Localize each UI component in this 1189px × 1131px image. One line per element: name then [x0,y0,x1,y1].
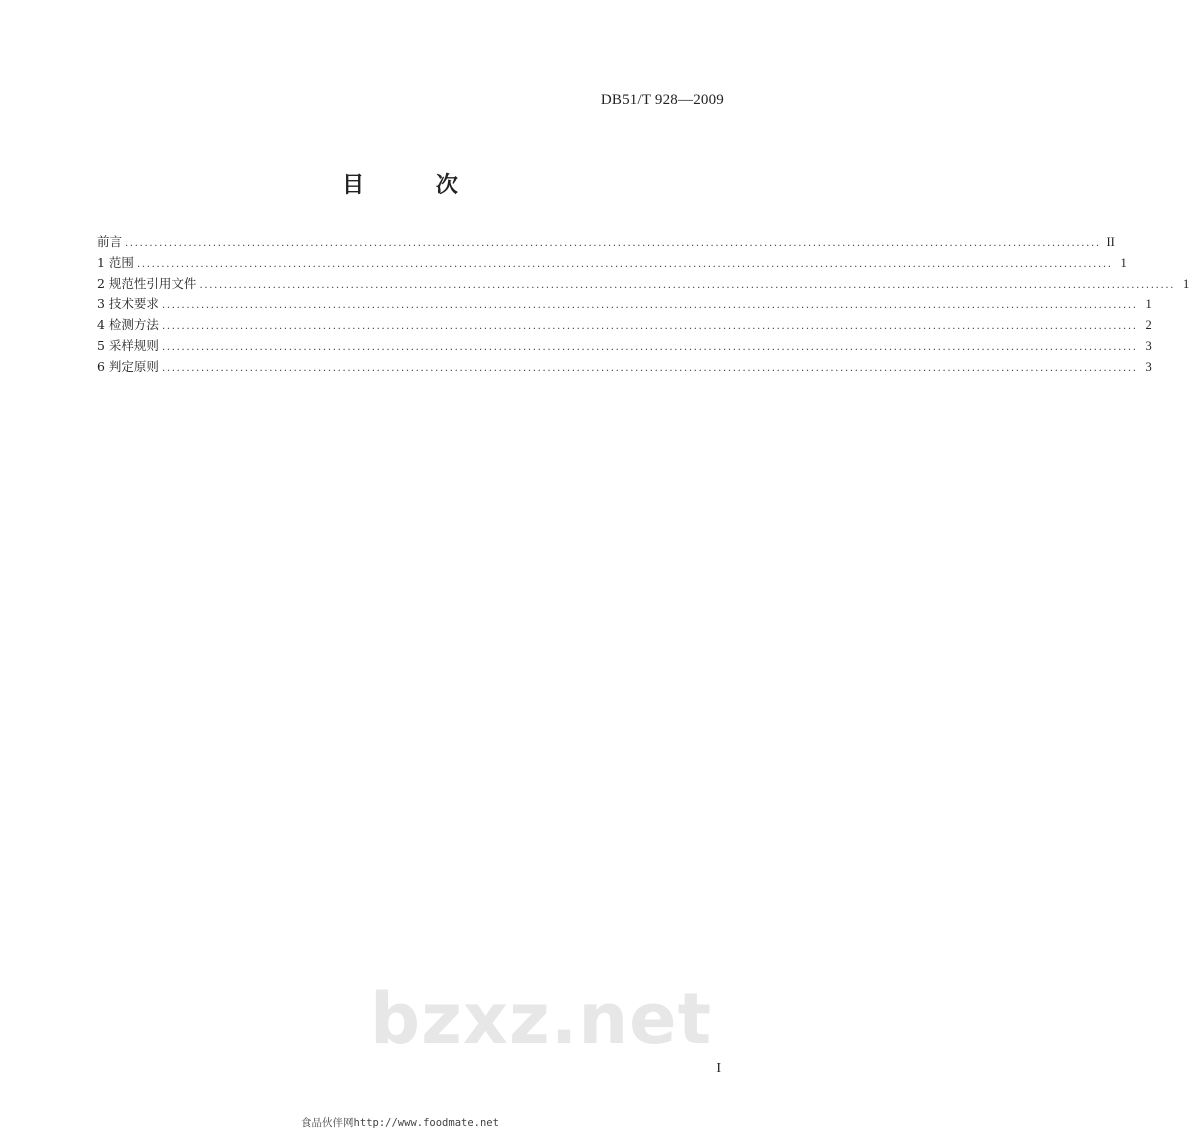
page-title: 目 次 [342,173,490,198]
toc-entry-label: 前言 [97,234,123,249]
toc-entry[interactable] [97,253,1127,274]
toc-entry-label: 5 采样规则 [97,337,159,353]
toc-entry[interactable] [97,336,1152,357]
toc-entry-page: 3 [1145,359,1152,374]
standard-code: DB51/T 928—2009 [600,92,724,108]
toc-entry[interactable] [97,274,1189,295]
watermark: bzxz.net [370,978,713,1060]
toc-leader-dots: ........................................................................................................................................................................................................ [125,238,1101,249]
toc-entry-label: 3 技术要求 [97,296,159,312]
toc-entry-label: 4 检测方法 [97,317,159,333]
footer [0,1115,800,1130]
toc-entry[interactable] [97,232,1115,253]
toc-leader-dots: ........................................................................................................................................................................................................ [161,341,1138,353]
page-number: I [716,1061,721,1076]
toc-entry[interactable] [97,294,1152,315]
toc-entry-label: 2 规范性引用文件 [97,275,197,291]
toc-entry-page: 1 [1182,276,1189,291]
toc-entry-page: 3 [1145,338,1152,353]
table-of-contents [97,232,1189,378]
toc-entry-page: II [1106,235,1115,249]
toc-entry-label: 6 判定原则 [97,358,159,374]
toc-entry-page: 1 [1145,297,1152,312]
toc-leader-dots: ........................................................................................................................................................................................................ [199,279,1176,291]
toc-entry-page: 2 [1145,318,1152,333]
toc-entry-label: 1 范围 [97,254,134,270]
toc-leader-dots: ........................................................................................................................................................................................................ [161,321,1138,333]
toc-entry[interactable] [97,357,1152,378]
toc-leader-dots: ........................................................................................................................................................................................................ [161,362,1138,374]
toc-leader-dots: ........................................................................................................................................................................................................ [161,300,1138,312]
footer-site-name: 食品伙伴网 [301,1117,354,1129]
toc-leader-dots: ........................................................................................................................................................................................................ [136,258,1113,270]
toc-entry[interactable] [97,315,1152,336]
toc-entry-page: 1 [1120,255,1127,270]
footer-url[interactable]: http://www.foodmate.net [353,1117,499,1129]
